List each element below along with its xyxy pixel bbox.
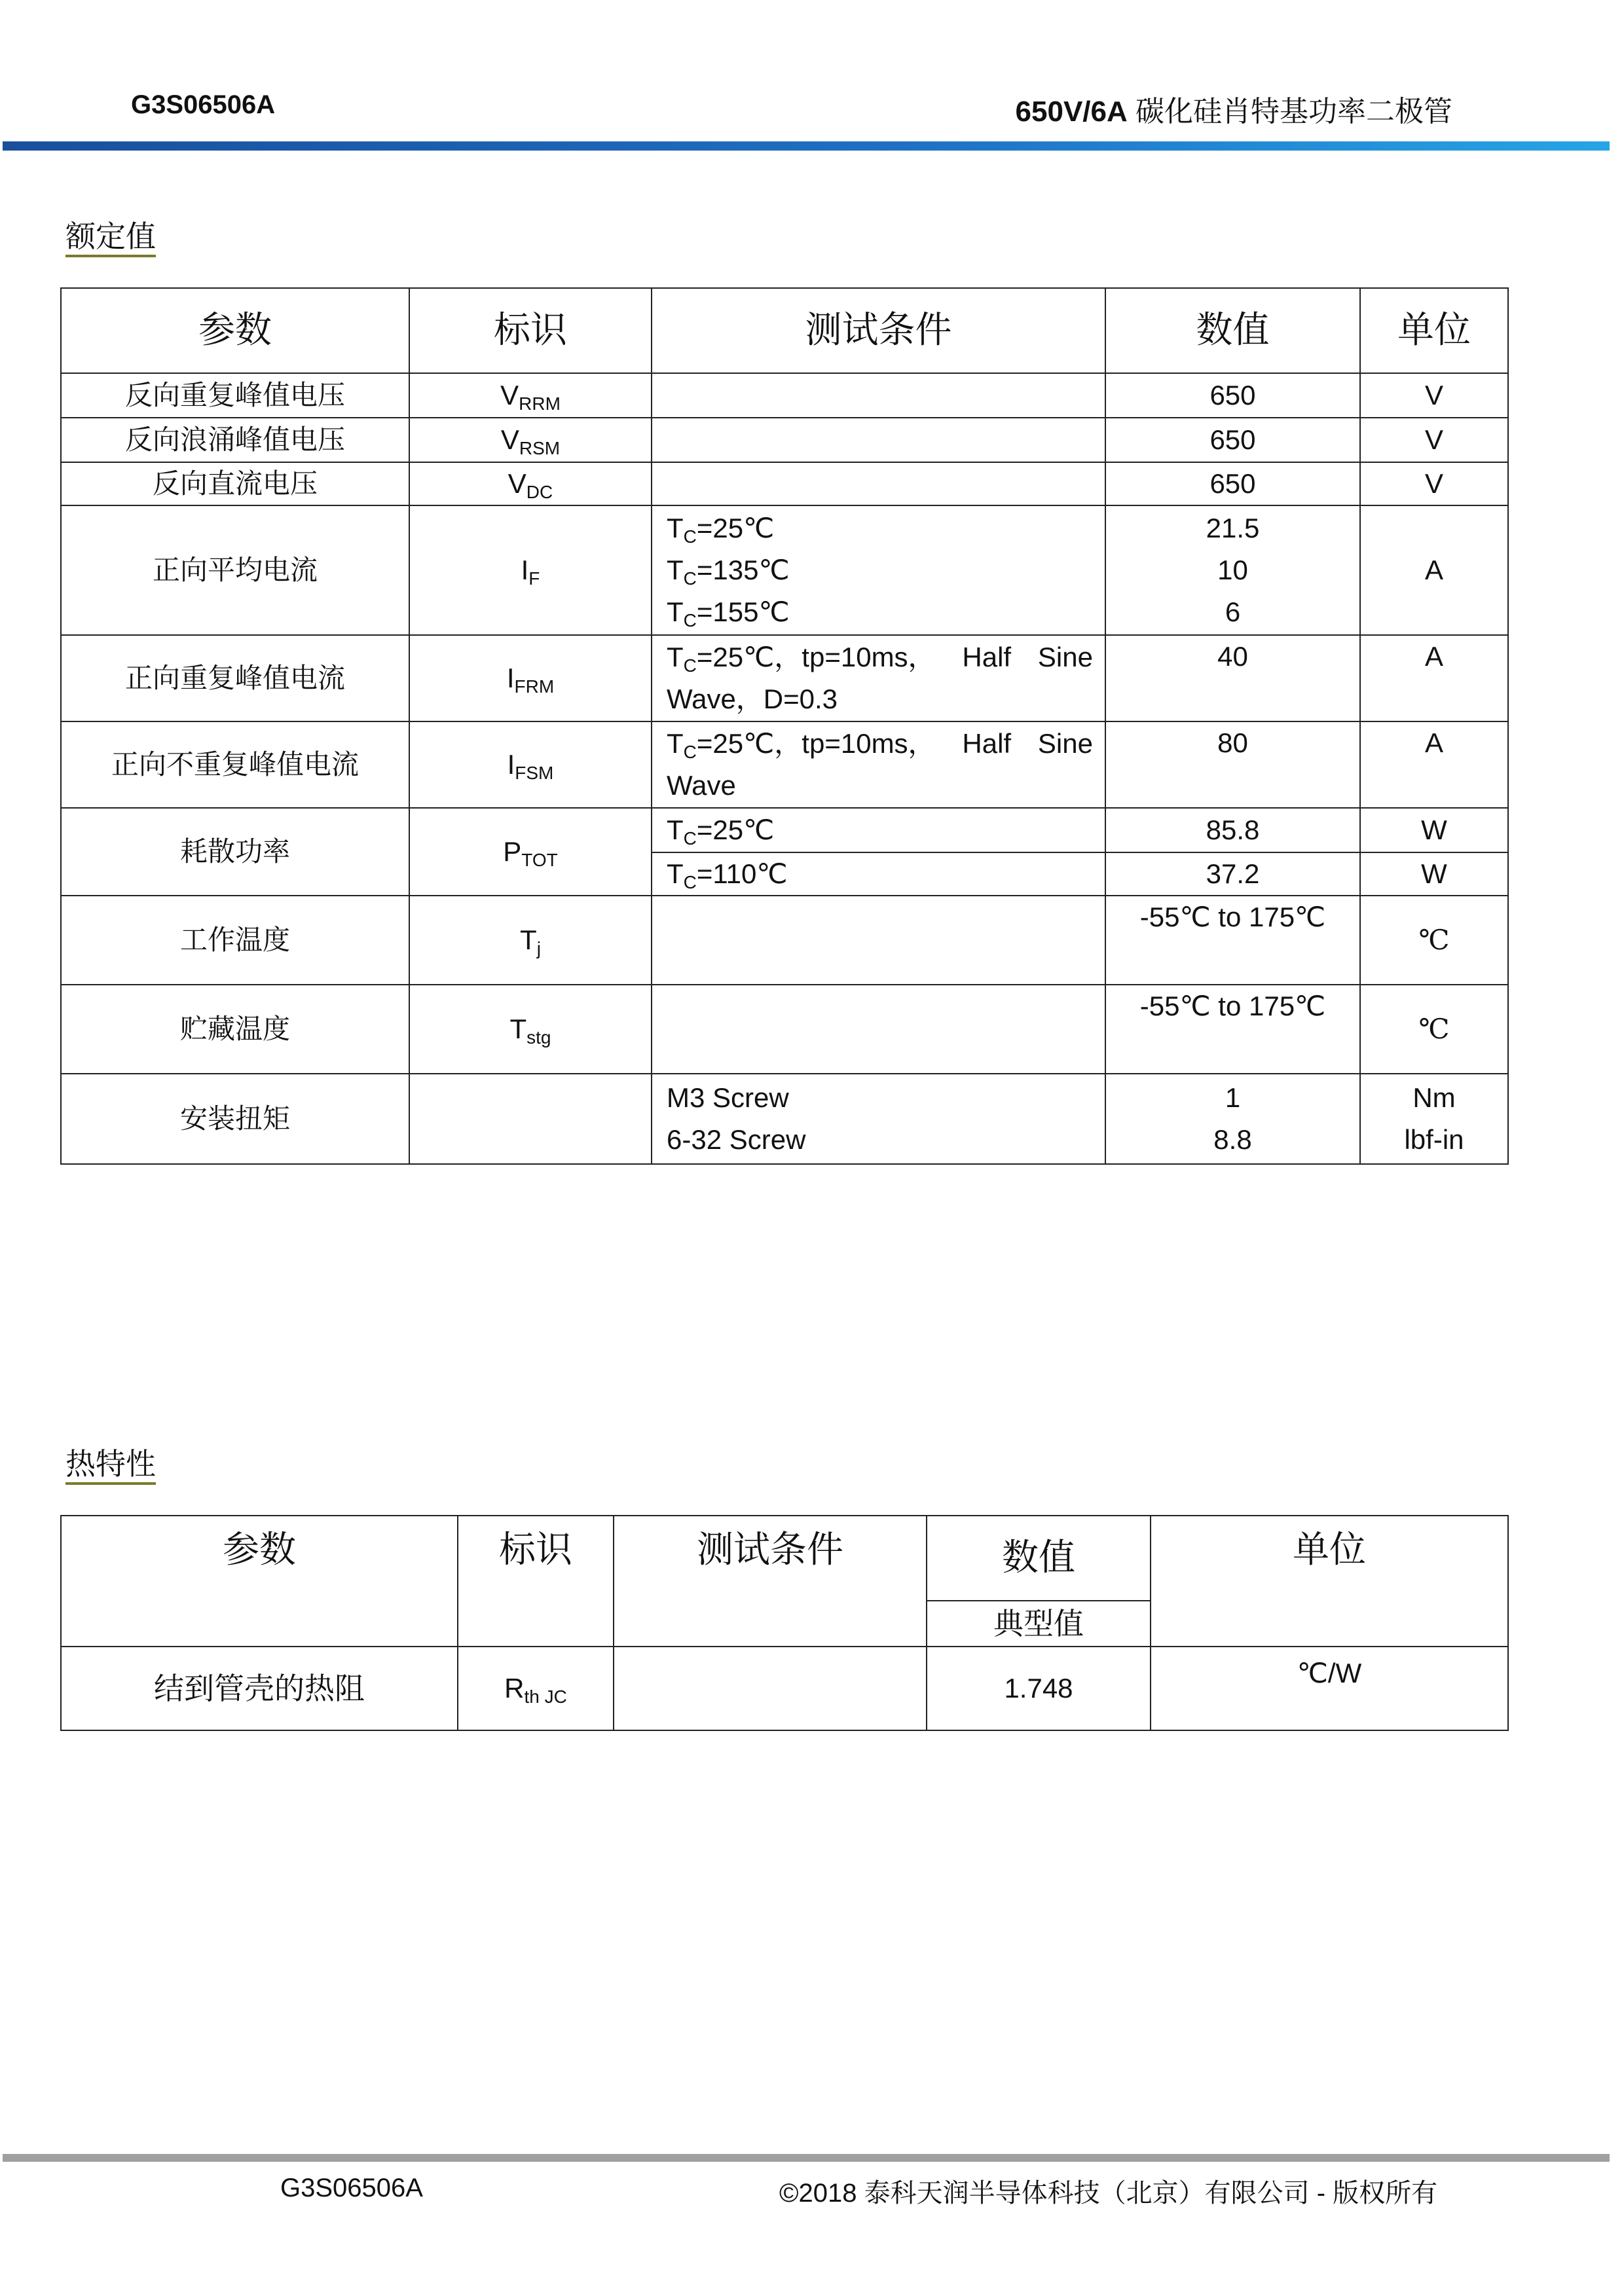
table-row [61, 896, 1508, 985]
unit-cell: ℃ [1360, 985, 1508, 1074]
param-cell: 贮藏温度 [61, 985, 409, 1074]
param-cell: 正向重复峰值电流 [61, 635, 409, 721]
condition-cell: $T_C=110℃$ [652, 852, 1105, 896]
value-cell: 650 [1105, 418, 1360, 462]
condition-cell: $T_C=25℃$ [652, 808, 1105, 852]
value-cell: 85.8 [1105, 808, 1360, 852]
value-cell: 650 [1105, 373, 1360, 418]
symbol-cell: $V_{RRM}$ [409, 373, 652, 418]
value-cell: 650 [1105, 462, 1360, 505]
unit-cell: ℃/W [1151, 1647, 1508, 1730]
unit-cell: W [1360, 852, 1508, 896]
symbol-cell: $V_{DC}$ [409, 462, 652, 505]
symbol-cell: $T_j$ [409, 896, 652, 985]
header-rating: 650V/6A [1015, 96, 1128, 128]
col-subheader-typical: 典型值 [927, 1601, 1151, 1647]
table-row [61, 1647, 1508, 1730]
col-header-value: 数值 [1105, 288, 1360, 373]
value-cell: 37.2 [1105, 852, 1360, 896]
condition-cell [652, 418, 1105, 462]
condition-cell [652, 896, 1105, 985]
thermal-header-row [61, 1516, 1508, 1601]
unit-cell: V [1360, 462, 1508, 505]
symbol-cell: $V_{RSM}$ [409, 418, 652, 462]
condition-cell [614, 1647, 927, 1730]
param-cell: 正向平均电流 [61, 505, 409, 635]
table-row [61, 985, 1508, 1074]
col-header-value: 数值 [927, 1516, 1151, 1601]
value-cell: 21.5 10 6 [1105, 505, 1360, 635]
col-header-param: 参数 [61, 288, 409, 373]
table-row [61, 462, 1508, 505]
value-cell: 80 [1105, 721, 1360, 808]
symbol-cell [409, 1074, 652, 1164]
ratings-table [60, 287, 1509, 1165]
thermal-title: 热特性 [65, 1446, 156, 1482]
ratings-header-row [61, 288, 1508, 373]
symbol-cell: $I_F$ [409, 505, 652, 635]
param-cell: 反向浪涌峰值电压 [61, 418, 409, 462]
unit-cell: A [1360, 721, 1508, 808]
col-header-condition: 测试条件 [614, 1516, 927, 1647]
symbol-cell: $I_{FSM}$ [409, 721, 652, 808]
ratings-title: 额定值 [65, 219, 156, 254]
col-header-symbol: 标识 [409, 288, 652, 373]
col-header-unit: 单位 [1360, 288, 1508, 373]
table-row [61, 808, 1508, 852]
value-cell: 1 8.8 [1105, 1074, 1360, 1164]
table-row [61, 1074, 1508, 1164]
copyright-year: ©2018 [779, 2179, 857, 2208]
company-name: 泰科天润半导体科技（北京）有限公司 [864, 2178, 1310, 2208]
unit-cell: A [1360, 505, 1508, 635]
condition-cell [652, 985, 1105, 1074]
param-cell: 耗散功率 [61, 808, 409, 896]
header-title [1016, 88, 1452, 130]
footer-copyright [779, 2172, 1437, 2210]
header-divider [3, 141, 1610, 151]
condition-cell [652, 373, 1105, 418]
value-cell: -55℃ to 175℃ [1105, 985, 1360, 1074]
col-header-symbol: 标识 [458, 1516, 614, 1647]
unit-cell: V [1360, 418, 1508, 462]
col-header-unit: 单位 [1151, 1516, 1508, 1647]
symbol-cell: $I_{FRM}$ [409, 635, 652, 721]
param-cell: 工作温度 [61, 896, 409, 985]
param-cell: 结到管壳的热阻 [61, 1647, 458, 1730]
symbol-cell: $T_{stg}$ [409, 985, 652, 1074]
footer-part-number: G3S06506A [280, 2174, 423, 2202]
table-row [61, 635, 1508, 721]
param-cell: 反向重复峰值电压 [61, 373, 409, 418]
unit-cell: Nm lbf-in [1360, 1074, 1508, 1164]
param-cell: 安装扭矩 [61, 1074, 409, 1164]
condition-cell: $T_C=25℃$ $T_C=135℃$ $T_C=155℃$ [652, 505, 1105, 635]
thermal-table [60, 1515, 1509, 1731]
table-row [61, 505, 1508, 635]
header-description: 碳化硅肖特基功率二极管 [1135, 95, 1452, 128]
param-cell: 正向不重复峰值电流 [61, 721, 409, 808]
footer-divider [3, 2154, 1610, 2162]
param-cell: 反向直流电压 [61, 462, 409, 505]
table-row [61, 418, 1508, 462]
footer-separator: - [1316, 2179, 1326, 2208]
header-part-number: G3S06506A [131, 90, 276, 119]
col-header-condition: 测试条件 [652, 288, 1105, 373]
symbol-cell: $R_{th JC}$ [458, 1647, 614, 1730]
condition-cell [652, 462, 1105, 505]
unit-cell: V [1360, 373, 1508, 418]
col-header-param: 参数 [61, 1516, 458, 1647]
condition-cell: $T_C=25℃$，tp=10ms， Half Sine Wave [652, 721, 1105, 808]
condition-cell: $T_C=25℃$，tp=10ms， Half Sine Wave，D=0.3 [652, 635, 1105, 721]
condition-cell: M3 Screw 6-32 Screw [652, 1074, 1105, 1164]
value-cell: 1.748 [927, 1647, 1151, 1730]
unit-cell: ℃ [1360, 896, 1508, 985]
symbol-cell: $P_{TOT}$ [409, 808, 652, 896]
rights-reserved: 版权所有 [1333, 2178, 1438, 2208]
table-row [61, 373, 1508, 418]
unit-cell: A [1360, 635, 1508, 721]
value-cell: -55℃ to 175℃ [1105, 896, 1360, 985]
table-row [61, 721, 1508, 808]
value-cell: 40 [1105, 635, 1360, 721]
unit-cell: W [1360, 808, 1508, 852]
